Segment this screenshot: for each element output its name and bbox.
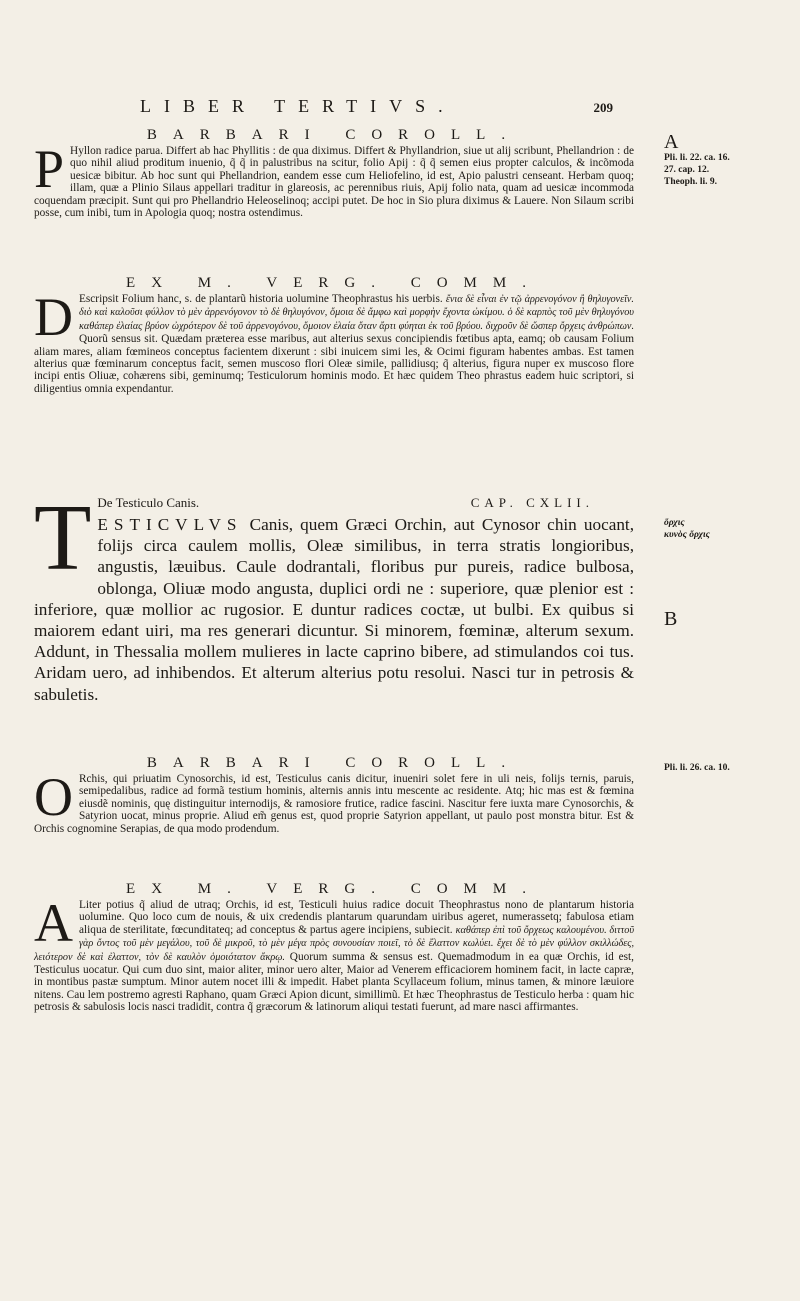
latin-text: Liter potius q̃ aliud de utraq; Orchis, id est, Testiculi huius radice docuit Theophrastus nono de plantarum historia uolumine. Quo loco cum de nouis, & uix credendis plantarum quarundam uiribus ageret, numerassetq; fabulosa etiam aliqua de sterilitate, fœcunditateq; ad conceptus & partus agere incipiens, subiecit.: [79, 899, 634, 936]
margin-letter: A: [664, 131, 679, 153]
chapter-text: [34, 514, 634, 705]
chapter-title: [97, 494, 634, 512]
section-barbari-coroll-2: [34, 754, 634, 874]
opening-word: ESTICVLVS: [97, 515, 243, 534]
section-text: [34, 287, 634, 395]
section-heading: EX M. VERG. COMM.: [126, 275, 542, 291]
folio-number: 209: [593, 100, 613, 115]
section-barbari-coroll-1: [34, 126, 634, 268]
main-body: [34, 126, 634, 1020]
section-heading: EX M. VERG. COMM.: [126, 881, 542, 897]
running-head: LIBER TERTIVS.: [140, 96, 456, 116]
section-heading: BARBARI COROLL.: [146, 755, 522, 771]
initial-letter: P: [34, 139, 65, 199]
initial-letter: T: [34, 486, 92, 590]
chapter-number: CAP. CXLII.: [470, 495, 594, 510]
section-verg-comm-2: [34, 880, 634, 1014]
margin-note-a: [664, 132, 794, 188]
latin-text: Quorũ sensus sit. Quædam præterea esse maribus, aut alterius sexus concipiendis fœtibus apta, eamq; ob causam Folium aliam mares, aliam fœmineos conceptus facientem dixerunt : sibi inuicem simi les, & Ocimi figuram habentes ambas. Est tamen alterius quæ fœminarum conceptus facit, semen muscoso flori Oleæ simile, pallidiusq; q̃ alterius, figura nuper ex muscoso flore incipi entis Oliuæ, cohærens sibi, geminumq; Testiculorum hominis modo. Et hæc quidem Theo phrastus eadem huic scriptori, si diligentius omnia expendantur.: [34, 333, 634, 395]
margin-reference: Pli. li. 22. ca. 16.: [664, 153, 730, 163]
margin-greek: κυνὸς ὄρχις: [664, 530, 710, 540]
greek-text: καθάπερ ἐπὶ τοῦ ὄρχεως καλουμένου. διττοῦ γὰρ ὄντος τοῦ μὲν μεγάλου, τοῦ δὲ μικροῦ, τὸ μὲν μέγα πρὸς συνουσίαν ποιεῖ, τὸ δὲ ἔλαττον κωλύει. ἔχει δὲ τὸ μὲν φύλλον σκιλλώδες, λειότερον δὲ καὶ ἐλαττον, τὸν δὲ καυλὸν ὁμοιότατον ἄκρῳ.: [34, 924, 635, 963]
section-text: [34, 893, 635, 1014]
margin-reference: Theoph. li. 9.: [664, 177, 718, 187]
section-text: Hyllon radice parua. Differt ab hac Phyllitis : de qua diximus. Differt & Phyllandrion, siue ut alij scribunt, Phellandrion : de quo nihil aliud proditum inuenio, q̃ q̃ in palustribus na scitur, folio Apij : q̃ q̃ semen eius propter calculos, & incõmoda uesicæ bibitur. Ab hoc sunt qui Phellandrion, eandem esse cum Heliofelino, id est, Apio palustri censeant. Herbam quoq; illam, quæ a Plinio Silaus appellari traditur in glareosis, ac perennibus riuis, Apij folio nata, quam ad uesicæ incommoda coquendam præcipit. Sunt qui pro Phellandrio Heleoselinoq; accipi putet. De hoc in Sio plura diximus & Lauere. Non Silaum scribi posse, cum inibi, tum in Apologia quoq; nostra ostendimus.: [34, 145, 634, 220]
margin-greek: ὄρχις: [664, 518, 685, 528]
margin-note-greek: [664, 517, 794, 541]
greek-text: ἔνια δὲ εἶναι ἐν τῷ ἀρρενογόνον ἢ θηλυγονεῖν. διὸ καὶ καλοῦσι φύλλον τὸ μὲν ἀρρενόγονον τὸ δὲ θηλυγόνον, ὅμοια δὲ ἄμφω καὶ μορφὴν ἔχοντα ὠκίμου. ὁ δὲ καρπὸς τοῦ μὲν θηλυγόνου καθάπερ ἐλαίας βρύον ὠχρότερον δὲ τοῦ ἀρρενογόνου, ὅμοιον ἐλαία ὅταν ἄρτι φύηται ἐκ τοῦ βρύου. διχροῦν δὲ ὥσπερ ὄρχεις ἀνθρώπων.: [79, 294, 634, 332]
page-header: [140, 96, 613, 117]
margin-note-pliny: [664, 762, 794, 774]
initial-letter: D: [34, 287, 73, 347]
latin-text: Quorum summa & sensus est. Quemadmodum in ea quæ Orchis, id est, Testiculus uocatur. Qui cum duo sint, maior aliter, minor uero alter, Maior ad Venerem efficaciorem hominem facit, in lacte capræ, in montibus pastæ sumptum. Minor autem nocet illi & impedit. Habet planta Scyllaceum folium, minus tamen, & minore læuiore nitens. Cau lem postremo agresti Raphano, quam Græci Apion dicunt, simillimũ. Et hæc Theophrastus de Testiculo herba : quam hic petrosis & sabulosis locis nasci tradidit, contra q̃ græcorum & latinorum aliqui testati fuerunt, ad mare nasci affirmantes.: [34, 950, 634, 1014]
chapter-body: Canis, quem Græci Orchin, aut Cynosor chin uocant, folijs circa caulem mollis, Oleæ similibus, in terra stratis longioribus, angustis, læuibus. Caule dodrantali, floribus pur pureis, radice bulbosa, oblonga, Oliuæ modo angusta, duplici ordi ne : superiore, quæ plenior est : inferiore, quæ mollior ac rugosior. E duntur radices coctæ, ut bulbi. Ex quibus si maiorem edant uiri, ma res generari dicuntur. Si minorem, fœminæ, alterum sexum. Addunt, in Thessalia mollem mulieres in lacte caprino bibere, ad stimulandos coi tus. Aridam uero, ad inhibendos. Et alterum alterius potu resolui. Nasci tur in petrosis & sabuletis.: [34, 515, 634, 704]
chapter-name: De Testiculo Canis.: [97, 495, 200, 510]
latin-text: Escripsit Folium hanc, s. de plantarũ historia uolumine Theophrastus his uerbis.: [79, 293, 443, 305]
initial-letter: O: [34, 767, 73, 827]
margin-reference: Pli. li. 26. ca. 10.: [664, 763, 730, 773]
section-verg-comm-1: [34, 274, 634, 488]
margin-note-b: [664, 609, 794, 629]
margin-reference: 27. cap. 12.: [664, 165, 710, 175]
margin-letter: B: [664, 608, 678, 630]
section-text: Rchis, qui priuatim Cynosorchis, id est, Testiculus canis dicitur, inueniri solet fere in uli neis, folijs ternis, paruis, semipedalibus, radice ad formã testium hominis, alternis annis intu mescente ac residente. Atq; hic mas est & fœmina eiusdẽ nominis, quę distinguitur internodijs, & ramosiore frutice, radice fascini. Nascitur fere iuxta mare Cynosorchis, & Satyrion uocat, minus proprie. Aliud em̃ genus est, quod proprie Satyrion appellant, ut paulo post monstra bitur. Est & Orchis cognomine Serapias, de qua modo prodendum.: [34, 773, 634, 835]
chapter-testiculo-canis: [34, 486, 634, 748]
initial-letter: A: [34, 893, 73, 953]
section-heading: BARBARI COROLL.: [146, 127, 522, 143]
